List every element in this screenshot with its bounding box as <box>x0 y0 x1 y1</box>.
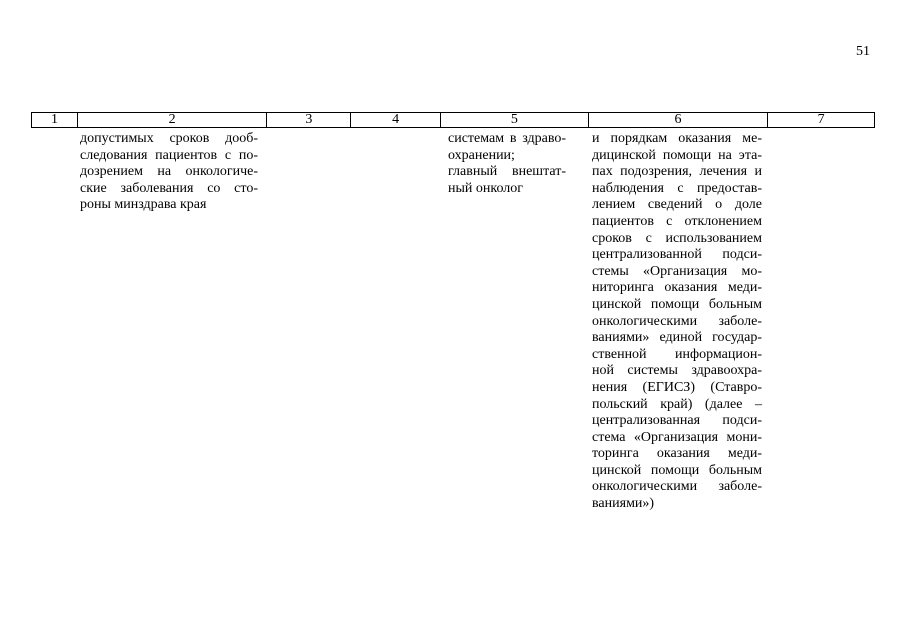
col6-line: польский край) (далее – <box>592 396 762 412</box>
col6-line: торинга оказания меди- <box>592 446 762 462</box>
table-cell-col2-text <box>80 131 258 214</box>
col6-line: стема «Организация мони- <box>592 429 762 445</box>
col6-line: стемы «Организация мо- <box>592 263 762 279</box>
header-cell-5: 5 <box>441 113 589 127</box>
header-cell-2: 2 <box>78 113 268 127</box>
col5-line: главный внештат- <box>448 164 566 180</box>
col6-line: ниторинга оказания меди- <box>592 280 762 296</box>
col6-line: дицинской помощи на эта- <box>592 147 762 163</box>
col6-line: централизованной подси- <box>592 247 762 263</box>
col2-line: роны минздрава края <box>80 197 207 213</box>
col6-line: онкологическими заболе- <box>592 313 762 329</box>
col6-line: ваниями») <box>592 496 655 512</box>
header-cell-7: 7 <box>817 112 825 127</box>
col6-line: пах подозрения, лечения и <box>592 164 762 180</box>
col6-line: пациентов с отклонением <box>592 213 762 229</box>
header-cell-6: 6 <box>589 113 769 127</box>
col6-line: и порядкам оказания ме- <box>592 131 762 146</box>
col5-line: системам в здраво- <box>448 131 566 146</box>
header-cell-3: 3 <box>267 113 351 127</box>
col6-line: наблюдения с предостав- <box>592 180 762 196</box>
col6-line: онкологическими заболе- <box>592 479 762 495</box>
col6-line: ственной информацион- <box>592 346 762 362</box>
col6-line: централизованная подси- <box>592 413 762 429</box>
col6-line: цинской помощи больным <box>592 462 762 478</box>
col2-line: дозрением на онкологиче- <box>80 164 258 180</box>
table-header-row <box>31 112 875 128</box>
col2-line: ские заболевания со сто- <box>80 180 258 196</box>
header-cell-4: 4 <box>351 113 441 127</box>
col6-line: ваниями» единой государ- <box>592 330 762 346</box>
col5-line: ный онколог <box>448 180 524 196</box>
col6-line: лением сведений о доле <box>592 197 762 213</box>
col2-line: допустимых сроков дооб- <box>80 131 258 146</box>
col2-line: следования пациентов с по- <box>80 147 258 163</box>
table-cell-col6-text <box>592 131 762 513</box>
header-cell-1: 1 <box>32 113 78 127</box>
table-cell-col5-text <box>448 131 566 197</box>
col6-line: нения (ЕГИСЗ) (Ставро- <box>592 379 762 395</box>
col6-line: сроков с использованием <box>592 230 762 246</box>
col6-line: цинской помощи больным <box>592 296 762 312</box>
page-number: 51 <box>856 44 870 59</box>
col6-line: ной системы здравоохра- <box>592 363 762 379</box>
col5-line: охранении; <box>448 147 515 163</box>
